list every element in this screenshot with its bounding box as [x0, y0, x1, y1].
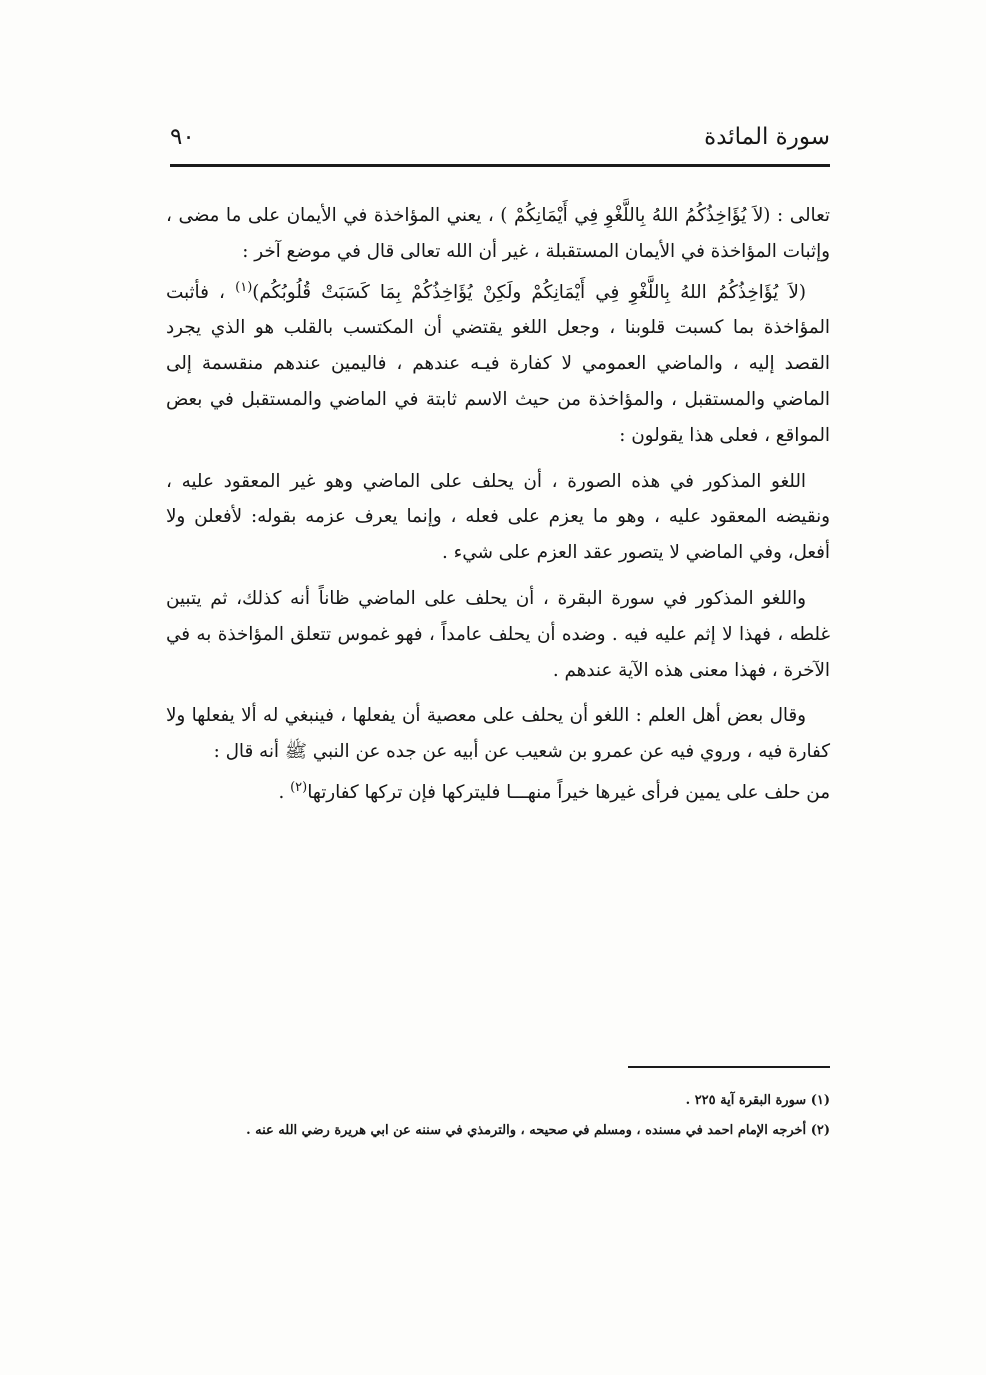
- paragraph-3: اللغو المذكور في هذه الصورة ، أن يحلف على الماضي وهو غير المعقود عليه ، ونقيضه المعقود عليه ، وهو ما يعزم على فعله ، وإنما يعرف عزمه بقوله: لأفعلن ولا أفعل، وفي الماضي لا يتصور عقد العزم على شيء .: [166, 470, 830, 564]
- quran-quote: (لاَ يُؤَاخِذُكُمُ اللهُ بِاللَّغْوِ فِي أَيْمَانِكُمْ ولَكِنْ يُؤَاخِذُكُمْ بِمَا كَسَبَتْ قُلُوبُكُم): [252, 281, 806, 303]
- footnote-mark-1: (١): [235, 279, 253, 295]
- footnote-rule: [628, 1066, 830, 1068]
- hadith-end: .: [278, 782, 291, 804]
- footnote-2: (٢) أخرجه الإمام احمد في مسنده ، ومسلم في صحيحه ، والترمذي في سننه عن ابي هريرة رضي الله عنه .: [246, 1123, 830, 1138]
- chapter-title: سورة المائدة: [704, 124, 830, 150]
- page-number: ٩٠: [170, 124, 195, 150]
- hadith-text: من حلف على يمين فرأى غيرها خيراً منهـــا فليتركها فإن تركها كفارتها: [307, 782, 830, 804]
- body-text: [166, 198, 830, 811]
- paragraph-2: [166, 270, 830, 454]
- paragraph-6: [166, 770, 830, 811]
- paragraph-4: واللغو المذكور في سورة البقرة ، أن يحلف على الماضي ظاناً أنه كذلك، ثم يتبين غلطه ، فهذا لا إثم عليه فيه . وضده أن يحلف عامداً ، فهو غموس تتعلق المؤاخذة به في الآخرة ، فهذا معنى هذه الآية عندهم .: [166, 588, 830, 681]
- paragraph-5: وقال بعض أهل العلم : اللغو أن يحلف على معصية أن يفعلها ، فينبغي له ألا يفعلها ولا كفارة فيه ، وروي فيه عن عمرو بن شعيب عن أبيه عن جده عن النبي ﷺ أنه قال :: [166, 705, 830, 763]
- paragraph-1: تعالى : (لاَ يُؤَاخِذُكُمُ اللهُ بِاللَّغْوِ فِي أَيْمَانِكُمْ ) ، يعني المؤاخذة في الأيمان على ما مضى ، وإثبات المؤاخذة في الأيمان المستقبلة ، غير أن الله تعالى قال في موضع آخر :: [166, 205, 830, 262]
- footnote-1: (١) سورة البقرة آية ٢٢٥ .: [685, 1093, 830, 1108]
- footnote-mark-2: (٢): [290, 780, 308, 796]
- footnotes: [166, 1086, 830, 1146]
- page-header: [170, 110, 830, 150]
- paragraph-2-rest: ، فأثبت المؤاخذة بما كسبت قلوبنا ، وجعل اللغو يقتضي أن المكتسب بالقلب هو الذي يجرد القصد إليه ، والماضي العمومي لا كفارة فيـه عندهم ، فاليمين عندهم منقسمة إلى الماضي والمستقبل ، والمؤاخذة من حيث الاسم ثابتة في الماضي والمستقبل في بعض المواقع ، فعلى هذا يقولون :: [166, 281, 830, 446]
- header-rule: [170, 164, 830, 167]
